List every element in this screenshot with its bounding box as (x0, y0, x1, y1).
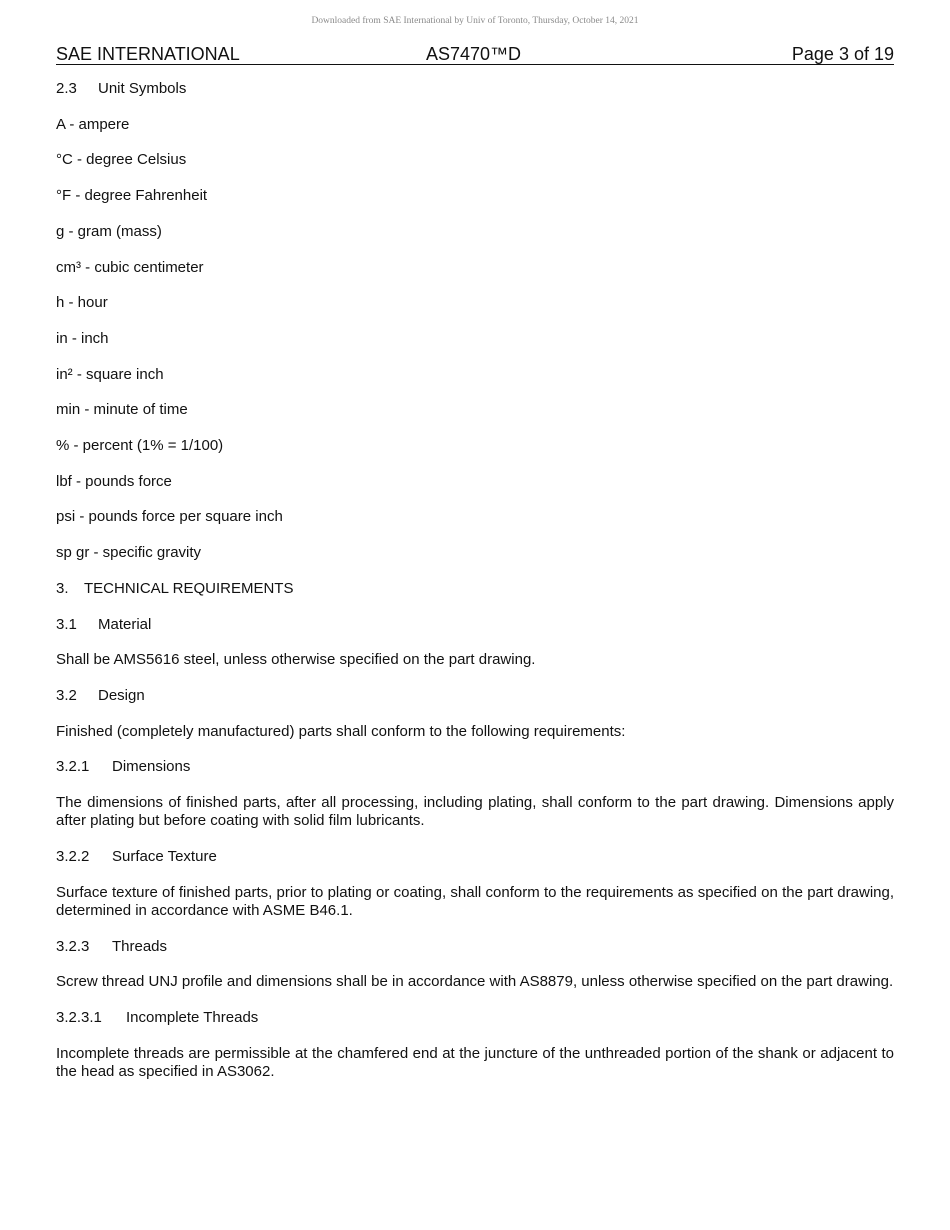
section-3-2-2-heading (56, 848, 894, 866)
section-title: Unit Symbols (98, 80, 187, 97)
section-title: Material (98, 615, 152, 633)
document-body (56, 80, 894, 1099)
section-3-2-3-heading (56, 938, 894, 956)
page-header (56, 44, 894, 65)
section-title: Threads (112, 937, 168, 955)
unit-item: in - inch (56, 329, 109, 347)
section-number: 3.2.3 (56, 937, 90, 955)
section-3-2-heading (56, 687, 894, 705)
section-title: TECHNICAL REQUIREMENTS (84, 579, 294, 597)
header-document-id: AS7470™D (426, 44, 522, 64)
section-number: 3.2.2 (56, 847, 90, 865)
section-3-2-3-body: Screw thread UNJ profile and dimensions shall be in accordance with AS8879, unless otherwise specified on the part drawing. (56, 973, 894, 991)
unit-item: sp gr - specific gravity (56, 544, 202, 562)
unit-item: cm³ - cubic centimeter (56, 258, 204, 276)
section-3-1-heading (56, 616, 894, 634)
section-3-2-3-1-heading (56, 1009, 894, 1027)
unit-item: g - gram (mass) (56, 222, 162, 240)
header-page-number: Page 3 of 19 (791, 44, 894, 64)
section-number: 3. (56, 579, 69, 597)
unit-item: psi - pounds force per square inch (56, 508, 283, 526)
unit-item: in² - square inch (56, 365, 164, 383)
unit-item: lbf - pounds force (56, 472, 172, 490)
section-number: 3.1 (56, 615, 77, 633)
unit-item: °C - degree Celsius (56, 151, 187, 169)
section-3-heading (56, 580, 894, 598)
download-watermark: Downloaded from SAE International by Univ of Toronto, Thursday, October 14, 2021 (311, 16, 639, 26)
section-3-2-3-1-body: Incomplete threads are permissible at the chamfered end at the juncture of the unthreaded portion of the shank or adjacent to the head as specified in AS3062. (56, 1044, 894, 1080)
section-title: Incomplete Threads (126, 1008, 259, 1026)
unit-item: % - percent (1% = 1/100) (56, 437, 224, 455)
header-organization: SAE INTERNATIONAL (56, 44, 240, 64)
section-title: Design (98, 686, 145, 704)
unit-item: A - ampere (56, 115, 130, 133)
section-3-2-2-body: Surface texture of finished parts, prior to plating or coating, shall conform to the requirements as specified on the part drawing, determined in accordance with ASME B46.1. (56, 883, 894, 919)
unit-item: min - minute of time (56, 401, 188, 419)
section-2-3-heading (56, 80, 894, 98)
section-3-2-1-heading (56, 758, 894, 776)
section-number: 2.3 (56, 80, 77, 97)
section-number: 3.2 (56, 686, 77, 704)
section-3-2-body: Finished (completely manufactured) parts shall conform to the following requirements: (56, 722, 626, 740)
section-number: 3.2.3.1 (56, 1008, 102, 1026)
section-3-2-1-body: The dimensions of finished parts, after all processing, including plating, shall conform to the part drawing. Dimensions apply after plating but before coating with solid film lubricants. (56, 794, 894, 830)
section-title: Surface Texture (112, 847, 217, 865)
unit-item: °F - degree Fahrenheit (56, 187, 208, 205)
unit-item: h - hour (56, 294, 108, 312)
section-number: 3.2.1 (56, 758, 90, 776)
section-3-1-body: Shall be AMS5616 steel, unless otherwise specified on the part drawing. (56, 651, 536, 669)
section-title: Dimensions (112, 758, 191, 776)
